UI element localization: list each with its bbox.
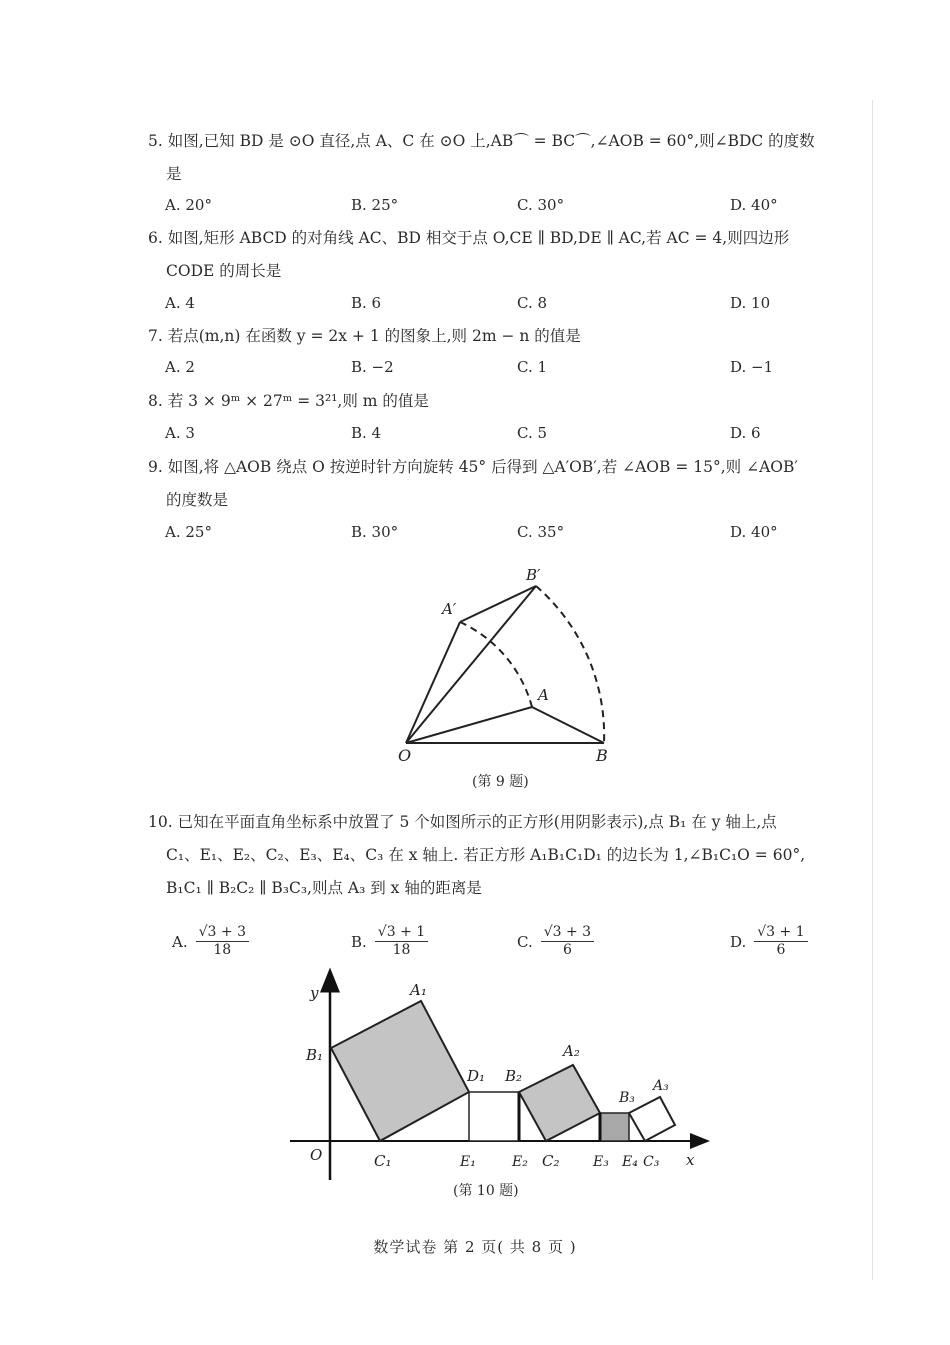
option-a-label: A. [172,932,188,951]
option-d-label: D. [730,932,747,951]
label-o: O [398,746,412,765]
question-7-text: 7. 若点(m,n) 在函数 y = 2x + 1 的图象上,则 2m − n 的值是 [148,327,581,345]
label-a1: A₁ [410,981,427,999]
square-a3b3c3 [629,1097,675,1141]
denominator: 6 [776,942,786,958]
label-b2: B₂ [505,1067,523,1085]
denominator: 6 [562,942,572,958]
label-c3: C₃ [643,1154,660,1170]
question-5-text-cont: 是 [166,165,182,183]
square-a2b2c2 [519,1065,600,1141]
option-b[interactable]: B. 30° [351,523,399,541]
label-a2: A₂ [563,1042,580,1060]
option-c[interactable]: C. 8 [517,294,548,312]
question-10-text-cont: C₁、E₁、E₂、C₂、E₃、E₄、C₃ 在 x 轴上. 若正方形 A₁B₁C₁D₁ 的边长为 1,∠B₁C₁O = 60°, [166,846,806,864]
label-origin: O [310,1146,323,1164]
option-b[interactable]: B. 25° [351,196,399,214]
label-x: x [686,1151,695,1169]
page-footer: 数学试卷 第 2 页( 共 8 页 ) [373,1238,577,1256]
label-b1: B₁ [306,1046,324,1064]
question-10-text: 10. 已知在平面直角坐标系中放置了 5 个如图所示的正方形(用阴影表示),点 B₁ 在 y 轴上,点 [148,813,777,831]
option-a[interactable]: A. 2 [165,358,195,376]
square-e3e4 [600,1113,629,1141]
option-c[interactable]: C. 30° [517,196,565,214]
numerator: √3 + 1 [754,924,807,942]
option-c[interactable]: C. 5 [517,424,548,442]
option-b-label: B. [351,932,367,951]
numerator: √3 + 1 [375,924,428,942]
figure-9-caption: (第 9 题) [472,774,529,790]
option-b[interactable]: B. 4 [351,424,382,442]
option-b[interactable]: B. 6 [351,294,382,312]
question-10-text-cont-2: B₁C₁ ∥ B₂C₂ ∥ B₃C₃,则点 A₃ 到 x 轴的距离是 [166,879,482,897]
label-e4: E₄ [622,1154,638,1170]
label-e2: E₂ [512,1154,528,1170]
label-c2: C₂ [542,1152,560,1170]
label-c1: C₁ [374,1152,392,1170]
label-a: A [538,686,549,704]
option-d[interactable]: D. 6 [730,424,761,442]
denominator: 18 [392,942,411,958]
square-a1b1c1d1 [331,1001,469,1141]
question-9-text-cont: 的度数是 [166,491,229,509]
label-b-prime: B′ [526,566,541,584]
label-e3: E₃ [593,1154,609,1170]
question-6-text-cont: CODE 的周长是 [166,262,282,280]
option-a[interactable]: A. 3 [165,424,195,442]
option-d[interactable]: D. 10 [730,294,771,312]
figure-10-caption: (第 10 题) [453,1183,519,1199]
label-y: y [310,984,319,1002]
option-c[interactable]: C. 35° [517,523,565,541]
denominator: 18 [213,942,232,958]
option-d[interactable]: D. 40° [730,196,778,214]
option-a[interactable]: A. 20° [165,196,212,214]
question-5-text: 5. 如图,已知 BD 是 ⊙O 直径,点 A、C 在 ⊙O 上,AB⌒ = BC⌒,∠AOB = 60°,则∠BDC 的度数 [148,132,815,150]
numerator: √3 + 3 [196,924,249,942]
question-8-text: 8. 若 3 × 9ᵐ × 27ᵐ = 3²¹,则 m 的值是 [148,392,429,410]
option-c[interactable]: C. 1 [517,358,548,376]
question-9-text: 9. 如图,将 △AOB 绕点 O 按逆时针方向旋转 45° 后得到 △A′OB′,若 ∠AOB = 15°,则 ∠AOB′ [148,458,798,476]
label-b3: B₃ [619,1090,635,1106]
option-a[interactable]: A. 25° [165,523,212,541]
option-c-label: C. [517,932,533,951]
label-e1: E₁ [460,1154,476,1170]
label-a3: A₃ [653,1078,669,1094]
label-b: B [596,746,608,765]
question-6-text: 6. 如图,矩形 ABCD 的对角线 AC、BD 相交于点 O,CE ∥ BD,DE ∥ AC,若 AC = 4,则四边形 [148,229,790,247]
option-a[interactable]: A. 4 [165,294,195,312]
option-d[interactable]: D. 40° [730,523,778,541]
label-a-prime: A′ [442,600,457,618]
option-b[interactable]: B. −2 [351,358,394,376]
numerator: √3 + 3 [541,924,594,942]
option-d[interactable]: D. −1 [730,358,774,376]
square-d1b2e2e1 [469,1092,519,1141]
label-d1: D₁ [467,1067,486,1085]
